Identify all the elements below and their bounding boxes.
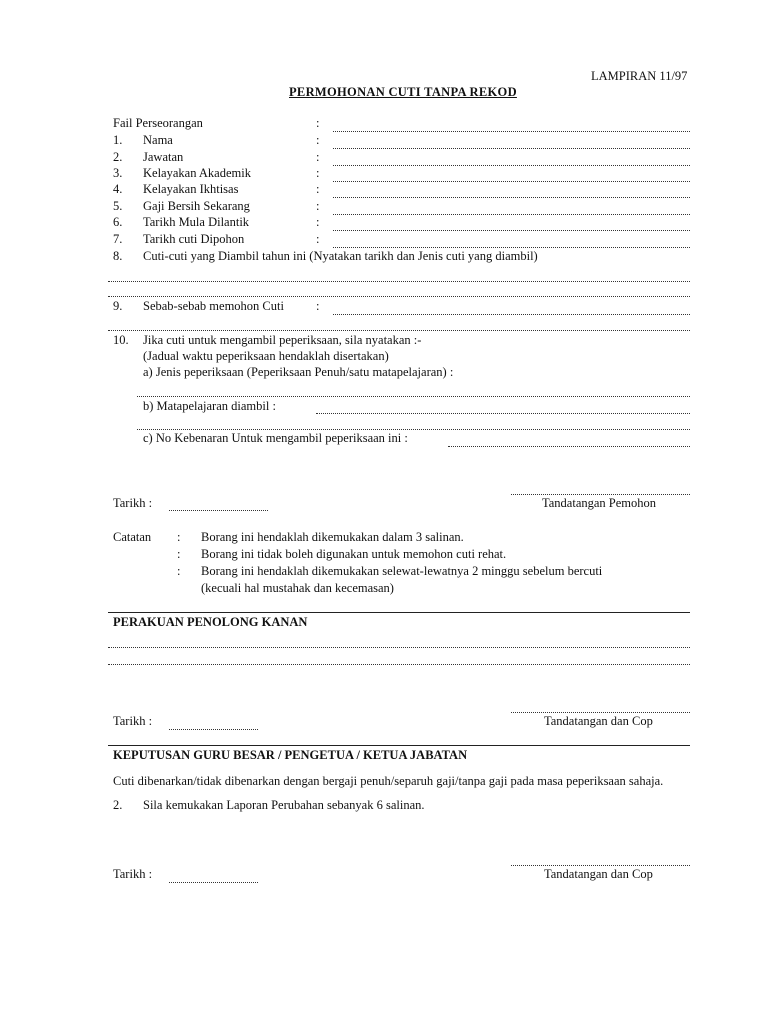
field-label-nama: Nama <box>143 133 173 147</box>
colon: : <box>316 299 320 313</box>
keputusan-laporan: Sila kemukakan Laporan Perubahan sebanyak 6 salinan. <box>143 798 425 812</box>
input-line-tarikh-keputusan[interactable] <box>169 882 258 883</box>
input-line-cuti-diambil-2[interactable] <box>108 296 690 297</box>
field-num-4: 4. <box>113 182 123 196</box>
field-label-jawatan: Jawatan <box>143 150 184 164</box>
form-title: PERMOHONAN CUTI TANPA REKOD <box>289 85 517 99</box>
lampiran-reference: LAMPIRAN 11/97 <box>591 69 688 83</box>
input-line-sebab-1[interactable] <box>333 314 690 315</box>
signature-line-keputusan[interactable] <box>511 865 690 866</box>
colon: : <box>177 547 181 561</box>
field-label-kelayakan-akademik: Kelayakan Akademik <box>143 166 251 180</box>
field-num-8: 8. <box>113 249 123 263</box>
signature-label-pemohon: Tandatangan Pemohon <box>542 496 657 510</box>
input-line-fail[interactable] <box>333 131 690 132</box>
field-num-3: 3. <box>113 166 123 180</box>
field-note-jadual: (Jadual waktu peperiksaan hendaklah disertakan) <box>143 349 389 363</box>
field-label-kelayakan-ikhtisas: Kelayakan Ikhtisas <box>143 182 239 196</box>
field-num-1: 1. <box>113 133 123 147</box>
tarikh-label-keputusan: Tarikh : <box>113 867 153 881</box>
colon: : <box>316 215 320 229</box>
input-line-cuti-diambil-1[interactable] <box>108 281 690 282</box>
field-label-matapelajaran: b) Matapelajaran diambil : <box>143 399 276 413</box>
input-line-kelayakan-akademik[interactable] <box>333 181 690 182</box>
field-label-jenis-peperiksaan: a) Jenis peperiksaan (Peperiksaan Penuh/satu matapelajaran) : <box>143 365 454 379</box>
section-heading-perakuan: PERAKUAN PENOLONG KANAN <box>113 615 308 629</box>
field-num-5: 5. <box>113 199 123 213</box>
signature-label-perakuan: Tandatangan dan Cop <box>544 714 653 728</box>
field-label-fail: Fail Perseorangan <box>113 116 203 130</box>
field-num-7: 7. <box>113 232 123 246</box>
catatan-note-3: Borang ini hendaklah dikemukakan selewat-lewatnya 2 minggu sebelum bercuti <box>201 564 603 578</box>
keputusan-num-2: 2. <box>113 798 123 812</box>
input-line-jawatan[interactable] <box>333 165 690 166</box>
tarikh-label-perakuan: Tarikh : <box>113 714 153 728</box>
signature-line-pemohon[interactable] <box>511 494 690 495</box>
input-line-jenis-peperiksaan[interactable] <box>137 396 690 397</box>
input-line-perakuan-1[interactable] <box>108 647 690 648</box>
input-line-tarikh-perakuan[interactable] <box>169 729 258 730</box>
colon: : <box>316 232 320 246</box>
input-line-perakuan-2[interactable] <box>108 664 690 665</box>
signature-label-keputusan: Tandatangan dan Cop <box>544 867 653 881</box>
colon: : <box>177 564 181 578</box>
catatan-note-3-continued: (kecuali hal mustahak dan kecemasan) <box>201 581 394 595</box>
keputusan-statement: Cuti dibenarkan/tidak dibenarkan dengan bergaji penuh/separuh gaji/tanpa gaji pada masa peperiksaan sahaja. <box>113 774 664 788</box>
field-num-6: 6. <box>113 215 123 229</box>
field-label-gaji: Gaji Bersih Sekarang <box>143 199 250 213</box>
colon: : <box>316 166 320 180</box>
tarikh-label-pemohon: Tarikh : <box>113 496 153 510</box>
input-line-nama[interactable] <box>333 148 690 149</box>
field-label-sebab: Sebab-sebab memohon Cuti <box>143 299 284 313</box>
section-divider-perakuan <box>108 612 690 613</box>
input-line-tarikh-pemohon[interactable] <box>169 510 268 511</box>
field-label-no-kebenaran: c) No Kebenaran Untuk mengambil peperiksaan ini : <box>143 431 408 445</box>
catatan-note-2: Borang ini tidak boleh digunakan untuk memohon cuti rehat. <box>201 547 507 561</box>
field-label-cuti-diambil: Cuti-cuti yang Diambil tahun ini (Nyatakan tarikh dan Jenis cuti yang diambil) <box>143 249 538 263</box>
input-line-matapelajaran-2[interactable] <box>137 429 690 430</box>
colon: : <box>316 199 320 213</box>
input-line-sebab-2[interactable] <box>108 330 690 331</box>
colon: : <box>177 530 181 544</box>
colon: : <box>316 150 320 164</box>
catatan-label: Catatan <box>113 530 152 544</box>
colon: : <box>316 133 320 147</box>
input-line-matapelajaran-1[interactable] <box>316 413 690 414</box>
section-divider-keputusan <box>108 745 690 746</box>
input-line-no-kebenaran[interactable] <box>448 446 690 447</box>
field-num-10: 10. <box>113 333 129 347</box>
field-num-2: 2. <box>113 150 123 164</box>
input-line-tarikh-cuti[interactable] <box>333 247 690 248</box>
section-heading-keputusan: KEPUTUSAN GURU BESAR / PENGETUA / KETUA JABATAN <box>113 748 468 762</box>
input-line-kelayakan-ikhtisas[interactable] <box>333 197 690 198</box>
catatan-note-1: Borang ini hendaklah dikemukakan dalam 3 salinan. <box>201 530 464 544</box>
signature-line-perakuan[interactable] <box>511 712 690 713</box>
input-line-tarikh-mula[interactable] <box>333 230 690 231</box>
field-label-tarikh-cuti: Tarikh cuti Dipohon <box>143 232 245 246</box>
input-line-gaji[interactable] <box>333 214 690 215</box>
colon: : <box>316 116 320 130</box>
field-label-peperiksaan: Jika cuti untuk mengambil peperiksaan, sila nyatakan :- <box>143 333 422 347</box>
colon: : <box>316 182 320 196</box>
field-num-9: 9. <box>113 299 123 313</box>
field-label-tarikh-mula: Tarikh Mula Dilantik <box>143 215 250 229</box>
